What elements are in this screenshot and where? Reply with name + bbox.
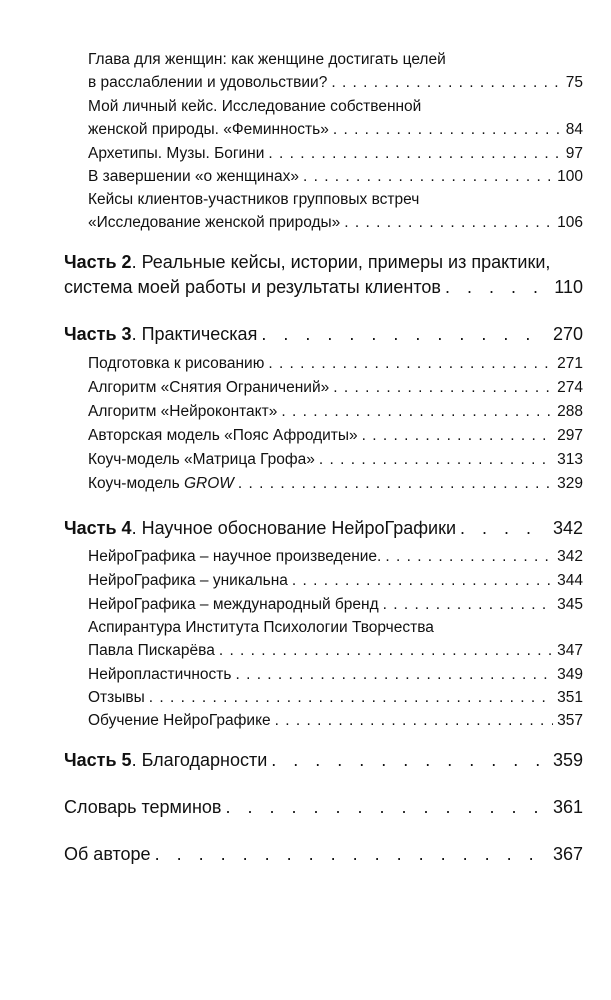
toc-entry [88, 545, 583, 568]
toc-entry-text: Архетипы. Музы. Богини [88, 145, 265, 162]
part-label: Часть 4 [64, 518, 132, 538]
page-number: 297 [557, 427, 583, 444]
part-label: Часть 5 [64, 750, 132, 770]
toc-part-4 [64, 516, 583, 541]
page-number: 313 [557, 451, 583, 468]
toc-entry-text: Мой личный кейс. Исследование собственной [88, 98, 422, 115]
toc-entry-text: Кейсы клиентов-участников групповых встреч [88, 191, 420, 208]
toc-entry [88, 165, 583, 188]
toc-entry-text: Нейропластичность [88, 666, 232, 683]
page-number: 347 [557, 642, 583, 659]
part-label: Часть 3 [64, 324, 132, 344]
toc-entry-text: в расслаблении и удовольствии? [88, 74, 328, 91]
toc-entry-text: Алгоритм «Снятия Ограничений» [88, 379, 330, 396]
page-number: 110 [554, 277, 583, 297]
toc-entry-text: Алгоритм «Нейроконтакт» [88, 403, 278, 420]
page-number: 342 [557, 548, 583, 565]
toc-entry [88, 663, 583, 686]
toc-entry [88, 448, 583, 471]
toc-entry-text: Авторская модель «Пояс Афродиты» [88, 427, 358, 444]
page-number: 274 [557, 379, 583, 396]
toc-entry [88, 569, 583, 592]
toc-entry-text: Глава для женщин: как женщине достигать целей [88, 51, 446, 68]
page-number: 361 [552, 797, 583, 817]
page-number: 345 [557, 596, 583, 613]
page-number: 84 [565, 121, 583, 138]
toc-entry [88, 709, 583, 732]
page-number: 349 [557, 666, 583, 683]
toc-about [64, 842, 583, 867]
toc-entry [88, 400, 583, 423]
part-title: . Научное обоснование НейроГрафики [131, 518, 457, 538]
toc-part-5 [64, 748, 583, 773]
toc-entry [88, 424, 583, 447]
page-number: 75 [565, 74, 583, 91]
page-number: 342 [552, 518, 583, 538]
page-number: 359 [552, 750, 583, 770]
toc-entry-text: В завершении «о женщинах» [88, 168, 299, 185]
page-number: 329 [557, 475, 583, 492]
page-number: 288 [557, 403, 583, 420]
toc-entry-text: Аспирантура Института Психологии Творчества [88, 619, 434, 636]
toc-entry-text: женской природы. «Феминность» [88, 121, 329, 138]
toc-glossary [64, 795, 583, 820]
toc-entry-text: НейроГрафика – научное произведение. [88, 548, 382, 565]
toc-entry-text: Подготовка к рисованию [88, 355, 265, 372]
page-number: 100 [557, 168, 583, 185]
toc-entry-text: Отзывы [88, 689, 145, 706]
page-number: 357 [557, 712, 583, 729]
page-number: 97 [565, 145, 583, 162]
part-title: система моей работы и результаты клиентов [64, 277, 441, 297]
toc-entry [88, 616, 583, 662]
toc-entry [88, 142, 583, 165]
toc-entry [88, 593, 583, 616]
toc-part-2 [64, 250, 583, 300]
page-number: 367 [552, 844, 583, 864]
section-title: Словарь терминов [64, 797, 222, 817]
page-number: 106 [557, 214, 583, 231]
toc-entry [88, 352, 583, 375]
toc-entry-text: Павла Пискарёва [88, 642, 215, 659]
toc-entry [88, 376, 583, 399]
page-number: 344 [557, 572, 583, 589]
toc-entry-text: Коуч-модель «Матрица Грофа» [88, 451, 315, 468]
part-label: Часть 2 [64, 252, 132, 272]
toc-entry [88, 95, 583, 141]
part-title: . Практическая [131, 324, 258, 344]
page-number: 351 [557, 689, 583, 706]
toc-entry-text: НейроГрафика – международный бренд [88, 596, 379, 613]
part-title: . Благодарности [131, 750, 268, 770]
toc-entry [88, 472, 583, 495]
toc-entry-text: Коуч-модель [88, 475, 184, 492]
page-number: 270 [552, 324, 583, 344]
toc-entry-text: НейроГрафика – уникальна [88, 572, 288, 589]
section-title: Об авторе [64, 844, 151, 864]
toc-entry [88, 686, 583, 709]
page-number: 271 [557, 355, 583, 372]
toc-entry-text: Обучение НейроГрафике [88, 712, 271, 729]
toc-entry-text-italic: GROW [183, 475, 234, 492]
toc-entry [88, 48, 583, 94]
toc-part-3 [64, 322, 583, 347]
toc-entry [88, 188, 583, 234]
part-title: . Реальные кейсы, истории, примеры из практики, [131, 252, 551, 272]
toc-entry-text: «Исследование женской природы» [88, 214, 341, 231]
